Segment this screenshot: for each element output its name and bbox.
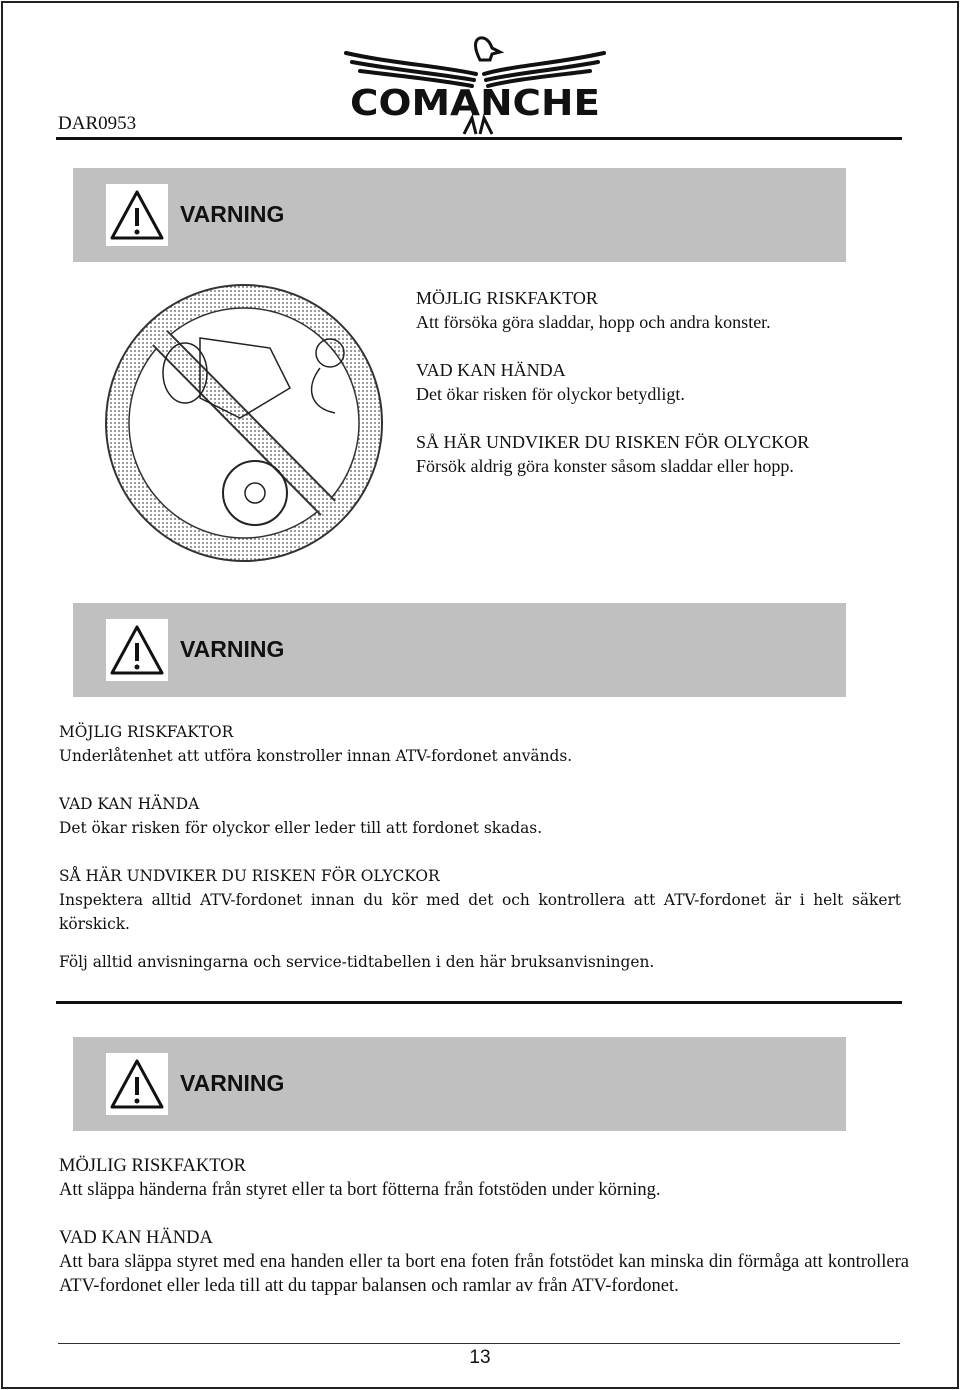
risk-text: Att släppa händerna från styret eller ta bort fötterna från fotstöden under körning. (59, 1180, 661, 1200)
warning-banner (73, 1037, 846, 1131)
footer-divider (58, 1343, 900, 1344)
risk-heading: MÖJLIG RISKFAKTOR (59, 723, 234, 741)
risk-heading: MÖJLIG RISKFAKTOR (59, 1156, 246, 1176)
what-text: Det ökar risken för olyckor betydligt. (416, 384, 685, 404)
what-heading: VAD KAN HÄNDA (59, 1228, 213, 1248)
warning-title: VARNING (180, 201, 285, 227)
what-text: Det ökar risken för olyckor eller leder till att fordonet skadas. (59, 819, 543, 837)
warning-2-text (59, 720, 901, 974)
warning-triangle-icon (106, 184, 168, 246)
header-divider (56, 137, 902, 140)
risk-heading: MÖJLIG RISKFAKTOR (416, 288, 598, 308)
warning-1-text (416, 286, 896, 478)
what-heading: VAD KAN HÄNDA (59, 795, 200, 813)
warning-triangle-icon (106, 619, 168, 681)
comanche-logo (340, 18, 610, 136)
page-number: 13 (469, 1347, 491, 1368)
warning-banner (73, 603, 846, 697)
avoid-heading: SÅ HÄR UNDVIKER DU RISKEN FÖR OLYCKOR (59, 867, 440, 885)
avoid-heading: SÅ HÄR UNDVIKER DU RISKEN FÖR OLYCKOR (416, 432, 810, 452)
warning-title: VARNING (180, 636, 285, 662)
svg-text:COMANCHE: COMANCHE (350, 83, 600, 124)
warning-banner (73, 168, 846, 262)
document-id: DAR0953 (58, 113, 137, 134)
avoid-text: Inspektera alltid ATV-fordonet innan du kör med det och kontrollera att ATV-fordonet är i helt säkert körskick. (59, 891, 901, 933)
avoid-text: Försök aldrig göra konster såsom sladdar eller hopp. (416, 456, 794, 476)
section-divider (56, 1001, 902, 1004)
warning-title: VARNING (180, 1070, 285, 1096)
risk-text: Att försöka göra sladdar, hopp och andra konster. (416, 312, 771, 332)
what-heading: VAD KAN HÄNDA (416, 360, 566, 380)
warning-triangle-icon (106, 1053, 168, 1115)
risk-text: Underlåtenhet att utföra konstroller innan ATV-fordonet används. (59, 747, 573, 765)
what-text: Att bara släppa styret med ena handen eller ta bort ena foten från fotstödet kan minska din förmåga att kontrollera ATV-fordonet eller leda till att du tappar balansen och ramlar av från ATV-fordonet. (59, 1252, 909, 1296)
warning-3-text (59, 1154, 909, 1298)
no-stunts-illustration (90, 278, 398, 568)
extra-text: Följ alltid anvisningarna och service-tidtabellen i den här bruksanvisningen. (59, 953, 655, 971)
